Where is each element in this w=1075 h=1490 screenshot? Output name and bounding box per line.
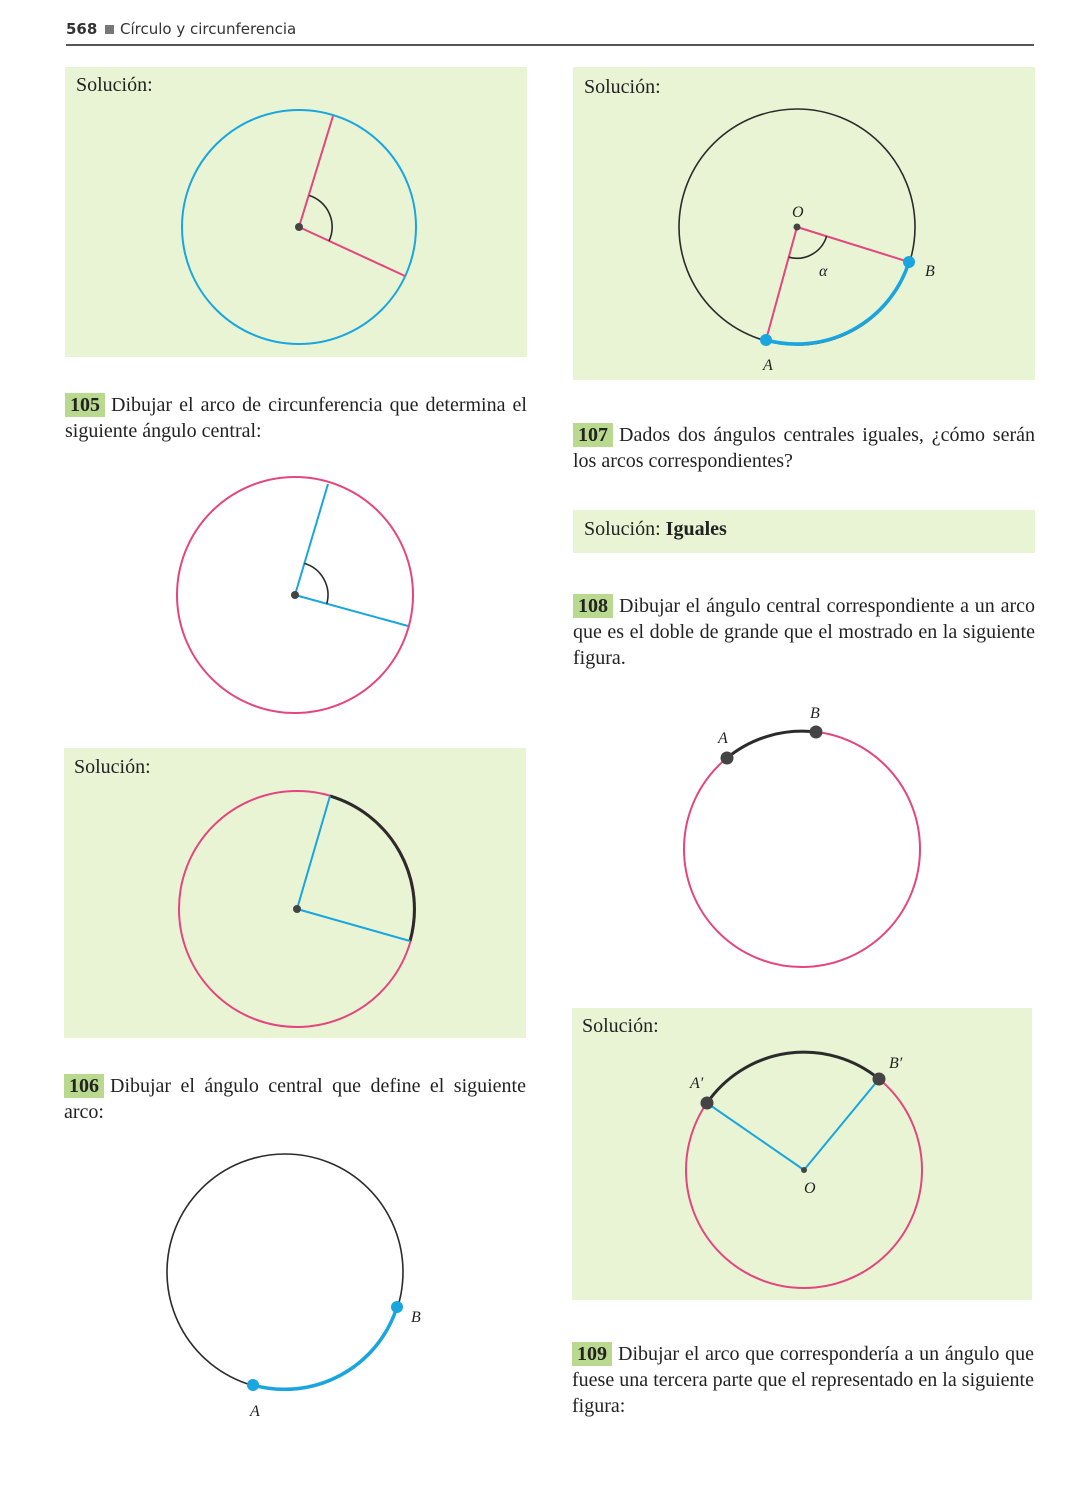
label-O: O xyxy=(792,204,804,221)
solution-label: Solución: xyxy=(584,76,661,98)
problem-number: 107 xyxy=(573,423,613,447)
radius-OB xyxy=(804,1079,879,1170)
problem-number: 108 xyxy=(573,594,613,618)
label-O: O xyxy=(804,1180,816,1197)
problem-109 xyxy=(572,1341,1034,1419)
solution-label: Solución: xyxy=(584,518,661,540)
problem-number: 106 xyxy=(64,1074,104,1098)
label-B-prime: B′ xyxy=(889,1055,903,1072)
arc-AB xyxy=(707,1052,879,1103)
solution-label: Solución: xyxy=(74,756,151,778)
label-B: B xyxy=(411,1309,421,1326)
solution-label: Solución: xyxy=(582,1015,659,1037)
page-number: 568 xyxy=(66,20,98,38)
label-B: B xyxy=(810,705,820,722)
chapter-title: Círculo y circunferencia xyxy=(120,20,297,38)
problem-text: Dibujar el arco que correspondería a un ángulo que fuese una tercera parte que el representado en la siguiente figura: xyxy=(572,1343,1034,1417)
label-A: A xyxy=(763,357,773,374)
label-A: A xyxy=(250,1403,260,1420)
center-point xyxy=(801,1167,807,1173)
point-B xyxy=(873,1073,886,1086)
problem-text: Dibujar el arco de circunferencia que determina el siguiente ángulo central: xyxy=(65,394,527,442)
point-A xyxy=(701,1097,714,1110)
label-B: B xyxy=(925,263,935,280)
problem-text: Dibujar el ángulo central que define el siguiente arco: xyxy=(64,1075,526,1123)
radius-OA xyxy=(707,1103,804,1170)
solution-label: Solución: xyxy=(76,74,153,96)
solution-answer-text: Iguales xyxy=(665,518,727,540)
label-alpha: α xyxy=(819,263,828,280)
problem-text: Dados dos ángulos centrales iguales, ¿cómo serán los arcos correspondientes? xyxy=(573,424,1035,472)
label-A: A xyxy=(718,730,728,747)
problem-number: 105 xyxy=(65,393,105,417)
problem-number: 109 xyxy=(572,1342,612,1366)
problem-text: Dibujar el ángulo central correspondiente a un arco que es el doble de grande que el mostrado en la siguiente figura. xyxy=(573,595,1035,669)
label-A-prime: A′ xyxy=(690,1075,704,1092)
